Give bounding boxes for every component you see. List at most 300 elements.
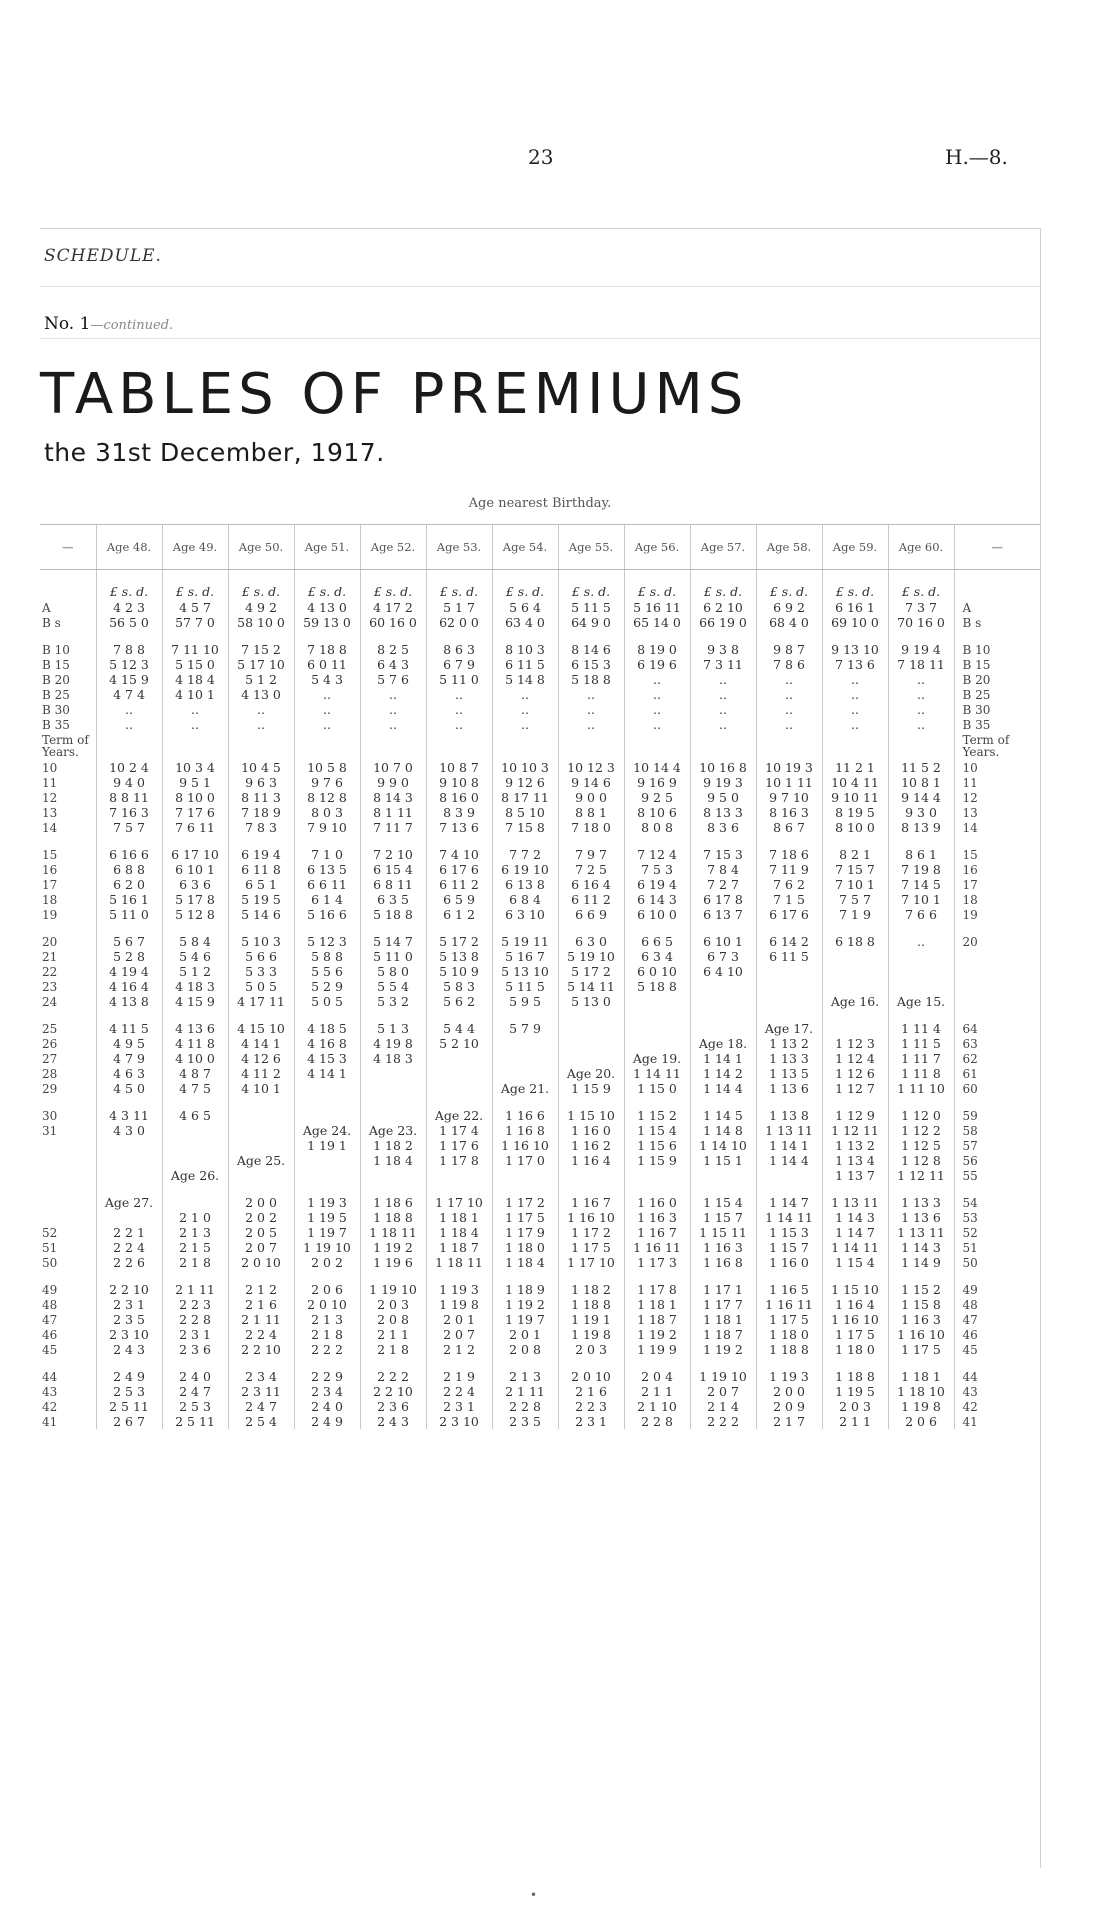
- row-label: 26: [42, 1036, 58, 1051]
- premium-cell: 1 18 4: [492, 1255, 558, 1270]
- premium-cell: 57 7 0: [162, 615, 228, 630]
- premium-cell: 1 18 8: [360, 1210, 426, 1225]
- premium-cell: 5 17 2: [558, 964, 624, 979]
- premium-cell: 5 4 6: [162, 949, 228, 964]
- spacer-cell: [690, 630, 756, 642]
- premium-cell: 56 5 0: [96, 615, 162, 630]
- row-label-right: 49: [954, 1282, 1040, 1297]
- premium-cell: 5 12 3: [96, 657, 162, 672]
- premium-cell: 1 13 11: [756, 1123, 822, 1138]
- spacer-cell: [624, 570, 690, 583]
- table-row: [40, 934, 1040, 949]
- premium-cell: 1 14 4: [690, 1081, 756, 1096]
- spacer-cell: [40, 1009, 96, 1021]
- premium-cell: 62 0 0: [426, 615, 492, 630]
- premium-cell: 7 18 6: [756, 847, 822, 862]
- spacer-cell: [228, 1357, 294, 1369]
- premium-cell: 7 17 6: [162, 805, 228, 820]
- row-label: 22: [42, 964, 58, 979]
- row-label: 12: [42, 790, 58, 805]
- premium-cell: [624, 1168, 690, 1183]
- spacer-cell: [624, 1183, 690, 1195]
- premium-cell: 6 14 2: [756, 934, 822, 949]
- premium-cell: 7 6 6: [888, 907, 954, 922]
- premium-cell: [360, 1066, 426, 1081]
- table-row: [40, 964, 1040, 979]
- premium-cell: 1 15 8: [888, 1297, 954, 1312]
- premium-cell: 2 1 6: [558, 1384, 624, 1399]
- spacer-cell: [558, 1096, 624, 1108]
- unit-cell: £ s. d.: [162, 582, 228, 600]
- premium-cell: 2 1 9: [426, 1369, 492, 1384]
- premium-cell: 5 11 5: [558, 600, 624, 615]
- spacer-cell: [756, 1183, 822, 1195]
- premium-cell: 4 7 5: [162, 1081, 228, 1096]
- premium-cell: [822, 949, 888, 964]
- term-label-cell: [162, 732, 228, 760]
- premium-cell: 1 17 0: [492, 1153, 558, 1168]
- unit-cell: £ s. d.: [690, 582, 756, 600]
- spacer-row: [40, 630, 1040, 642]
- premium-cell: 6 4 10: [690, 964, 756, 979]
- premium-cell: 10 10 3: [492, 760, 558, 775]
- term-label-cell: [228, 732, 294, 760]
- spacer-cell: [888, 1357, 954, 1369]
- premium-cell: 4 17 11: [228, 994, 294, 1009]
- premium-cell: 4 15 3: [294, 1051, 360, 1066]
- spacer-cell: [426, 922, 492, 934]
- premium-cell: 6 5 9: [426, 892, 492, 907]
- row-label: 51: [42, 1240, 58, 1255]
- premium-cell: 1 16 4: [822, 1297, 888, 1312]
- table-row: [40, 1210, 1040, 1225]
- premium-cell: 1 13 2: [756, 1036, 822, 1051]
- row-label: [40, 1138, 96, 1153]
- row-label: 20: [42, 934, 58, 949]
- premium-cell: 5 12 3: [294, 934, 360, 949]
- premium-cell: [492, 1066, 558, 1081]
- table-row: [40, 994, 1040, 1009]
- spacer-cell: [162, 1096, 228, 1108]
- schedule-rule: [40, 286, 1040, 287]
- premium-cell: 1 14 11: [756, 1210, 822, 1225]
- spacer-cell: [756, 570, 822, 583]
- table-row: [40, 1138, 1040, 1153]
- column-header: Age 56.: [624, 525, 690, 570]
- premium-cell: Age 19.: [624, 1051, 690, 1066]
- row-label-right: 45: [954, 1342, 1040, 1357]
- premium-cell: 8 19 0: [624, 642, 690, 657]
- premium-cell: ..: [690, 702, 756, 717]
- spacer-cell: [40, 630, 96, 642]
- premium-cell: 5 8 4: [162, 934, 228, 949]
- premium-cell: ..: [822, 702, 888, 717]
- row-label-right: 60: [954, 1081, 1040, 1096]
- premium-cell: 4 15 9: [96, 672, 162, 687]
- premium-cell: 7 9 7: [558, 847, 624, 862]
- spacer-cell: [690, 1357, 756, 1369]
- premium-cell: ..: [558, 702, 624, 717]
- premium-cell: 4 6 3: [96, 1066, 162, 1081]
- premium-cell: 1 13 6: [756, 1081, 822, 1096]
- unit-cell: £ s. d.: [558, 582, 624, 600]
- premium-cell: 4 15 10: [228, 1021, 294, 1036]
- premium-cell: 4 9 5: [96, 1036, 162, 1051]
- premiums-table: [40, 524, 1040, 1429]
- premium-cell: 10 19 3: [756, 760, 822, 775]
- unit-cell: £ s. d.: [822, 582, 888, 600]
- premium-cell: 1 14 10: [690, 1138, 756, 1153]
- premium-cell: 5 16 6: [294, 907, 360, 922]
- premium-cell: 8 0 8: [624, 820, 690, 835]
- row-label: 50: [42, 1255, 58, 1270]
- premium-cell: 6 18 8: [822, 934, 888, 949]
- table-row: [40, 1342, 1040, 1357]
- column-header: Age 48.: [96, 525, 162, 570]
- premium-cell: ..: [360, 687, 426, 702]
- column-header: Age 49.: [162, 525, 228, 570]
- premium-cell: [558, 1021, 624, 1036]
- premium-cell: 8 6 3: [426, 642, 492, 657]
- premium-cell: 4 14 1: [294, 1066, 360, 1081]
- premium-cell: ..: [624, 702, 690, 717]
- premium-cell: [756, 1168, 822, 1183]
- spacer-row: [40, 922, 1040, 934]
- premium-cell: 8 10 0: [822, 820, 888, 835]
- spacer-cell: [96, 1183, 162, 1195]
- spacer-cell: [822, 1096, 888, 1108]
- premium-cell: 1 19 2: [624, 1327, 690, 1342]
- premium-cell: 1 16 3: [888, 1312, 954, 1327]
- spacer-cell: [624, 835, 690, 847]
- premium-cell: 5 4 3: [294, 672, 360, 687]
- premium-cell: 7 11 9: [756, 862, 822, 877]
- premium-cell: 2 0 10: [228, 1255, 294, 1270]
- spacer-cell: [756, 1096, 822, 1108]
- premium-cell: 5 15 0: [162, 657, 228, 672]
- column-header: Age 55.: [558, 525, 624, 570]
- premium-cell: 8 14 3: [360, 790, 426, 805]
- premium-cell: 7 6 2: [756, 877, 822, 892]
- premium-cell: [228, 1123, 294, 1138]
- premium-cell: 9 9 0: [360, 775, 426, 790]
- premium-cell: 1 17 8: [624, 1282, 690, 1297]
- premium-cell: 1 16 11: [756, 1297, 822, 1312]
- premium-cell: ..: [624, 717, 690, 732]
- premium-cell: 5 1 2: [162, 964, 228, 979]
- premium-cell: 2 6 7: [96, 1414, 162, 1429]
- spacer-cell: [558, 1009, 624, 1021]
- premium-cell: 7 1 9: [822, 907, 888, 922]
- premium-cell: 9 3 8: [690, 642, 756, 657]
- premium-cell: 1 19 8: [888, 1399, 954, 1414]
- premium-cell: 4 12 6: [228, 1051, 294, 1066]
- age-heading: Age nearest Birthday.: [468, 496, 612, 511]
- premium-cell: 9 12 6: [492, 775, 558, 790]
- premium-cell: 7 1 5: [756, 892, 822, 907]
- premium-cell: 2 5 11: [162, 1414, 228, 1429]
- premium-cell: [756, 994, 822, 1009]
- premium-cell: 2 2 10: [360, 1384, 426, 1399]
- premium-cell: 1 19 3: [294, 1195, 360, 1210]
- row-label: 21: [42, 949, 58, 964]
- premium-cell: 4 18 4: [162, 672, 228, 687]
- premium-cell: 2 1 3: [294, 1312, 360, 1327]
- spacer-cell: [96, 1270, 162, 1282]
- premium-cell: 5 17 8: [162, 892, 228, 907]
- spacer-cell: [954, 570, 1040, 583]
- spacer-cell: [492, 1096, 558, 1108]
- column-header: Age 52.: [360, 525, 426, 570]
- spacer-cell: [360, 1009, 426, 1021]
- premium-cell: [492, 1168, 558, 1183]
- premium-cell: 1 18 0: [822, 1342, 888, 1357]
- premium-cell: 1 19 5: [294, 1210, 360, 1225]
- row-label: 42: [42, 1399, 58, 1414]
- premium-cell: 5 11 0: [426, 672, 492, 687]
- premium-cell: 2 1 1: [822, 1414, 888, 1429]
- premium-cell: [360, 1168, 426, 1183]
- premium-cell: 8 17 11: [492, 790, 558, 805]
- column-header: Age 51.: [294, 525, 360, 570]
- premium-cell: 2 2 4: [426, 1384, 492, 1399]
- premium-cell: 2 1 1: [624, 1384, 690, 1399]
- premium-cell: Age 18.: [690, 1036, 756, 1051]
- premium-cell: Age 15.: [888, 994, 954, 1009]
- premium-cell: 6 3 4: [624, 949, 690, 964]
- spacer-cell: [492, 1183, 558, 1195]
- premium-cell: [96, 1138, 162, 1153]
- premium-cell: 1 18 7: [690, 1327, 756, 1342]
- premium-cell: 6 14 3: [624, 892, 690, 907]
- premium-cell: 1 14 4: [756, 1153, 822, 1168]
- premium-cell: 8 10 0: [162, 790, 228, 805]
- row-label-right: 14: [954, 820, 1040, 835]
- premium-cell: 5 10 3: [228, 934, 294, 949]
- premium-cell: 1 12 8: [888, 1153, 954, 1168]
- premium-cell: 8 3 6: [690, 820, 756, 835]
- premium-cell: 6 17 8: [690, 892, 756, 907]
- premium-cell: 1 11 5: [888, 1036, 954, 1051]
- premium-cell: 2 1 11: [162, 1282, 228, 1297]
- table-row: [40, 642, 1040, 657]
- column-header: Age 59.: [822, 525, 888, 570]
- premium-cell: ..: [426, 702, 492, 717]
- row-label: 18: [42, 892, 58, 907]
- number-rule: [40, 338, 1040, 339]
- premium-cell: 7 15 2: [228, 642, 294, 657]
- premium-cell: 5 7 6: [360, 672, 426, 687]
- spacer-cell: [360, 570, 426, 583]
- row-label: 16: [42, 862, 58, 877]
- premium-cell: 5 0 5: [228, 979, 294, 994]
- spacer-cell: [492, 630, 558, 642]
- premium-cell: 1 18 2: [360, 1138, 426, 1153]
- row-label-right: B 20: [954, 672, 1040, 687]
- premium-cell: 7 18 0: [558, 820, 624, 835]
- premium-cell: 6 1 2: [426, 907, 492, 922]
- row-label: 15: [42, 847, 58, 862]
- spacer-cell: [360, 1096, 426, 1108]
- premium-cell: 7 14 5: [888, 877, 954, 892]
- premium-cell: 1 18 2: [558, 1282, 624, 1297]
- continued-text: —continued.: [90, 318, 174, 333]
- row-label: 44: [42, 1369, 58, 1384]
- premium-cell: 1 14 5: [690, 1108, 756, 1123]
- spacer-cell: [40, 1183, 96, 1195]
- table-row: [40, 760, 1040, 775]
- table-row: [40, 1384, 1040, 1399]
- premium-cell: 1 13 5: [756, 1066, 822, 1081]
- premium-cell: 59 13 0: [294, 615, 360, 630]
- premium-cell: 8 2 5: [360, 642, 426, 657]
- row-label: B 35: [42, 717, 70, 732]
- premium-cell: 1 19 1: [558, 1312, 624, 1327]
- row-label-right: B 15: [954, 657, 1040, 672]
- premium-cell: ..: [294, 702, 360, 717]
- premium-cell: 5 6 7: [96, 934, 162, 949]
- premium-cell: Age 26.: [162, 1168, 228, 1183]
- page-title: TABLES OF PREMIUMS: [40, 362, 749, 427]
- premium-cell: 6 2 0: [96, 877, 162, 892]
- premium-cell: 5 0 5: [294, 994, 360, 1009]
- premium-cell: 9 19 3: [690, 775, 756, 790]
- premium-cell: 2 2 2: [294, 1342, 360, 1357]
- premium-cell: 1 11 8: [888, 1066, 954, 1081]
- premium-cell: 1 16 0: [558, 1123, 624, 1138]
- premium-cell: 4 10 1: [162, 687, 228, 702]
- unit-cell: £ s. d.: [228, 582, 294, 600]
- premium-cell: 1 12 11: [822, 1123, 888, 1138]
- premium-cell: 6 3 6: [162, 877, 228, 892]
- spacer-cell: [492, 570, 558, 583]
- spacer-cell: [40, 922, 96, 934]
- unit-cell: £ s. d.: [96, 582, 162, 600]
- row-label: B 30: [42, 702, 70, 717]
- premium-cell: 6 11 5: [756, 949, 822, 964]
- premium-cell: 2 0 0: [228, 1195, 294, 1210]
- premium-cell: 2 0 10: [558, 1369, 624, 1384]
- premium-cell: 4 19 8: [360, 1036, 426, 1051]
- spacer-cell: [888, 630, 954, 642]
- table-row: [40, 717, 1040, 732]
- premium-cell: 64 9 0: [558, 615, 624, 630]
- premium-cell: 7 18 8: [294, 642, 360, 657]
- premium-cell: 1 12 2: [888, 1123, 954, 1138]
- spacer-cell: [492, 922, 558, 934]
- spacer-cell: [888, 570, 954, 583]
- unit-row: [40, 582, 1040, 600]
- premium-cell: 7 13 6: [426, 820, 492, 835]
- spacer-row: [40, 1270, 1040, 1282]
- premium-cell: 1 16 4: [558, 1153, 624, 1168]
- premium-cell: 8 16 3: [756, 805, 822, 820]
- row-label-right: 55: [954, 1168, 1040, 1183]
- premium-cell: 2 1 8: [360, 1342, 426, 1357]
- row-label-right: 44: [954, 1369, 1040, 1384]
- premium-cell: 2 1 11: [228, 1312, 294, 1327]
- premium-cell: 4 10 0: [162, 1051, 228, 1066]
- page-subtitle: the 31st December, 1917.: [44, 438, 385, 467]
- premium-cell: 1 11 7: [888, 1051, 954, 1066]
- premium-cell: 5 16 11: [624, 600, 690, 615]
- premium-cell: [426, 1081, 492, 1096]
- spacer-cell: [624, 1270, 690, 1282]
- premium-cell: 1 18 4: [360, 1153, 426, 1168]
- premium-cell: ..: [690, 717, 756, 732]
- premium-cell: 8 14 6: [558, 642, 624, 657]
- table-row: [40, 1051, 1040, 1066]
- premium-cell: 5 6 4: [492, 600, 558, 615]
- spacer-cell: [96, 922, 162, 934]
- premium-cell: 68 4 0: [756, 615, 822, 630]
- premium-cell: 1 12 4: [822, 1051, 888, 1066]
- premium-cell: [162, 1123, 228, 1138]
- premium-cell: 5 2 8: [96, 949, 162, 964]
- spacer-cell: [162, 1357, 228, 1369]
- premium-cell: 8 19 5: [822, 805, 888, 820]
- premium-cell: 2 2 8: [162, 1312, 228, 1327]
- term-label-cell: [822, 732, 888, 760]
- row-label-right: 54: [954, 1195, 1040, 1210]
- premium-cell: 1 16 3: [690, 1240, 756, 1255]
- premium-cell: 2 0 3: [360, 1297, 426, 1312]
- row-label-right: 64: [954, 1021, 1040, 1036]
- row-label: [40, 1195, 96, 1210]
- premium-cell: 1 16 7: [624, 1225, 690, 1240]
- premium-cell: 2 1 2: [426, 1342, 492, 1357]
- premium-cell: ..: [492, 717, 558, 732]
- premium-cell: 7 6 11: [162, 820, 228, 835]
- premium-cell: ..: [756, 702, 822, 717]
- premium-cell: ..: [294, 687, 360, 702]
- premium-cell: 1 16 5: [756, 1282, 822, 1297]
- premium-cell: 8 11 3: [228, 790, 294, 805]
- premium-cell: 2 5 11: [96, 1399, 162, 1414]
- premium-cell: 4 5 7: [162, 600, 228, 615]
- premium-cell: 2 1 6: [228, 1297, 294, 1312]
- premium-cell: 6 13 5: [294, 862, 360, 877]
- premium-cell: 1 15 4: [690, 1195, 756, 1210]
- premium-cell: [162, 1195, 228, 1210]
- term-label-cell: [294, 732, 360, 760]
- premium-cell: 2 0 6: [888, 1414, 954, 1429]
- premium-cell: 1 17 5: [822, 1327, 888, 1342]
- row-label: [40, 1168, 96, 1183]
- row-label-right: 18: [954, 892, 1040, 907]
- term-label-cell: [624, 732, 690, 760]
- premium-cell: 2 3 1: [426, 1399, 492, 1414]
- right-border: [1040, 228, 1041, 1868]
- premium-cell: Age 23.: [360, 1123, 426, 1138]
- premium-cell: 4 18 3: [360, 1051, 426, 1066]
- premium-cell: 7 2 7: [690, 877, 756, 892]
- premium-cell: 1 19 7: [294, 1225, 360, 1240]
- premium-cell: 2 4 0: [294, 1399, 360, 1414]
- premium-cell: 7 3 7: [888, 600, 954, 615]
- premium-cell: 8 16 0: [426, 790, 492, 805]
- row-label: 30: [42, 1108, 58, 1123]
- spacer-cell: [954, 1183, 1040, 1195]
- spacer-cell: [96, 570, 162, 583]
- premium-cell: 2 4 7: [228, 1399, 294, 1414]
- premium-cell: 1 17 3: [624, 1255, 690, 1270]
- column-header: Age 57.: [690, 525, 756, 570]
- spacer-cell: [162, 630, 228, 642]
- column-header: —: [40, 525, 96, 570]
- premium-cell: 6 10 0: [624, 907, 690, 922]
- premium-cell: 2 4 0: [162, 1369, 228, 1384]
